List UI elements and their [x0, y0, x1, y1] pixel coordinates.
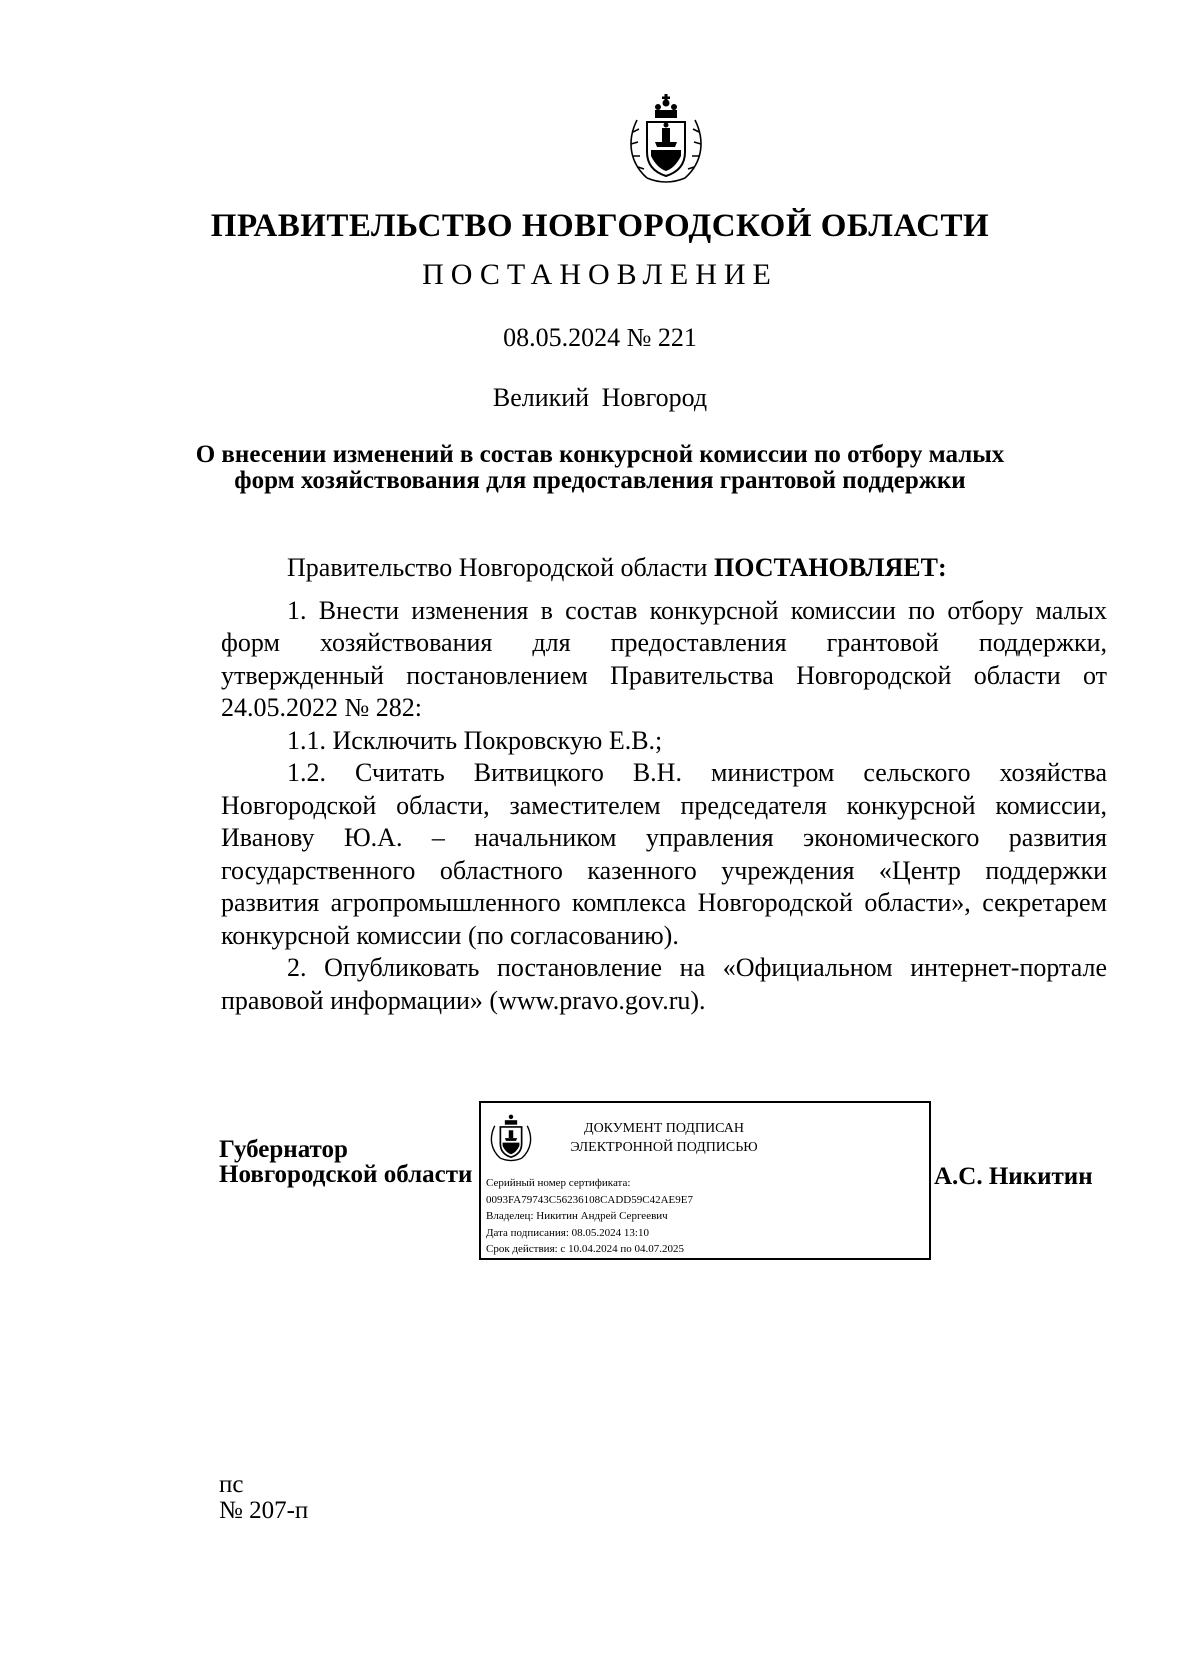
document-date-number: 08.05.2024 № 221	[503, 323, 697, 352]
footer-reference	[219, 1472, 308, 1524]
signing-date: Дата подписания: 08.05.2024 13:10	[486, 1226, 649, 1239]
intro-text: Правительство Новгородской области	[287, 553, 714, 582]
government-title: ПРАВИТЕЛЬСТВО НОВГОРОДСКОЙ ОБЛАСТИ	[210, 208, 990, 244]
certificate-validity: Срок действия: с 10.04.2024 по 04.07.2025	[486, 1243, 684, 1255]
document-heading	[0, 442, 1200, 494]
document-body	[221, 552, 1107, 1017]
stamp-coat-of-arms-icon	[488, 1109, 534, 1165]
footer-line-2: № 207-п	[219, 1497, 309, 1524]
intro-bold: ПОСТАНОВЛЯЕТ:	[713, 553, 947, 582]
paragraph-1: 1. Внести изменения в состав конкурсной комиссии по отбору малых форм хозяйствования для предоставления грантовой поддержки, утвержденный постановлением Правительства Новгородской области от 24.05.2022 № 282:	[221, 595, 1107, 722]
paragraph-1-2: 1.2. Считать Витвицкого В.Н. министром сельского хозяйства Новгородской области, заместителем председателя конкурсной комиссии, Иванову Ю.А. – начальником управления экономического развития государственного областного казенного учреждения «Центр поддержки развития агропромышленного комплекса Новгородской области», секретарем конкурсной комиссии (по согласованию).	[221, 758, 1107, 950]
stamp-title-line-2: ЭЛЕКТРОННОЙ ПОДПИСЬЮ	[570, 1140, 758, 1155]
stamp-details	[486, 1175, 693, 1258]
position-line-1: Губернатор	[219, 1136, 348, 1163]
signatory-position	[219, 1137, 472, 1187]
heading-line-1: О внесении изменений в состав конкурсной комиссии по отбору малых	[195, 441, 1005, 468]
electronic-signature-stamp	[479, 1101, 931, 1260]
signatory-name: А.С. Никитин	[934, 1163, 1093, 1190]
paragraph-1-1: 1.1. Исключить Покровскую Е.В.;	[287, 725, 663, 755]
certificate-number: 0093FA79743C56236108CADD59C42AE9E7	[486, 1193, 693, 1206]
document-place: Великий Новгород	[492, 383, 708, 412]
stamp-title-line-1: ДОКУМЕНТ ПОДПИСАН	[584, 1121, 744, 1136]
certificate-owner: Владелец: Никитин Андрей Сергеевич	[486, 1210, 668, 1222]
document-type: ПОСТАНОВЛЕНИЕ	[422, 258, 778, 291]
footer-line-1: пс	[219, 1471, 244, 1498]
stamp-title	[539, 1119, 789, 1157]
intro-paragraph	[221, 552, 1107, 585]
heading-line-2: форм хозяйствования для предоставления грантовой поддержки	[234, 467, 966, 494]
position-line-2: Новгородской области	[219, 1161, 473, 1188]
coat-of-arms-icon	[625, 90, 707, 190]
certificate-label: Серийный номер сертификата:	[486, 1177, 631, 1189]
paragraph-2: 2. Опубликовать постановление на «Официальном интернет-портале правовой информации» (www.pravo.gov.ru).	[221, 953, 1107, 1015]
